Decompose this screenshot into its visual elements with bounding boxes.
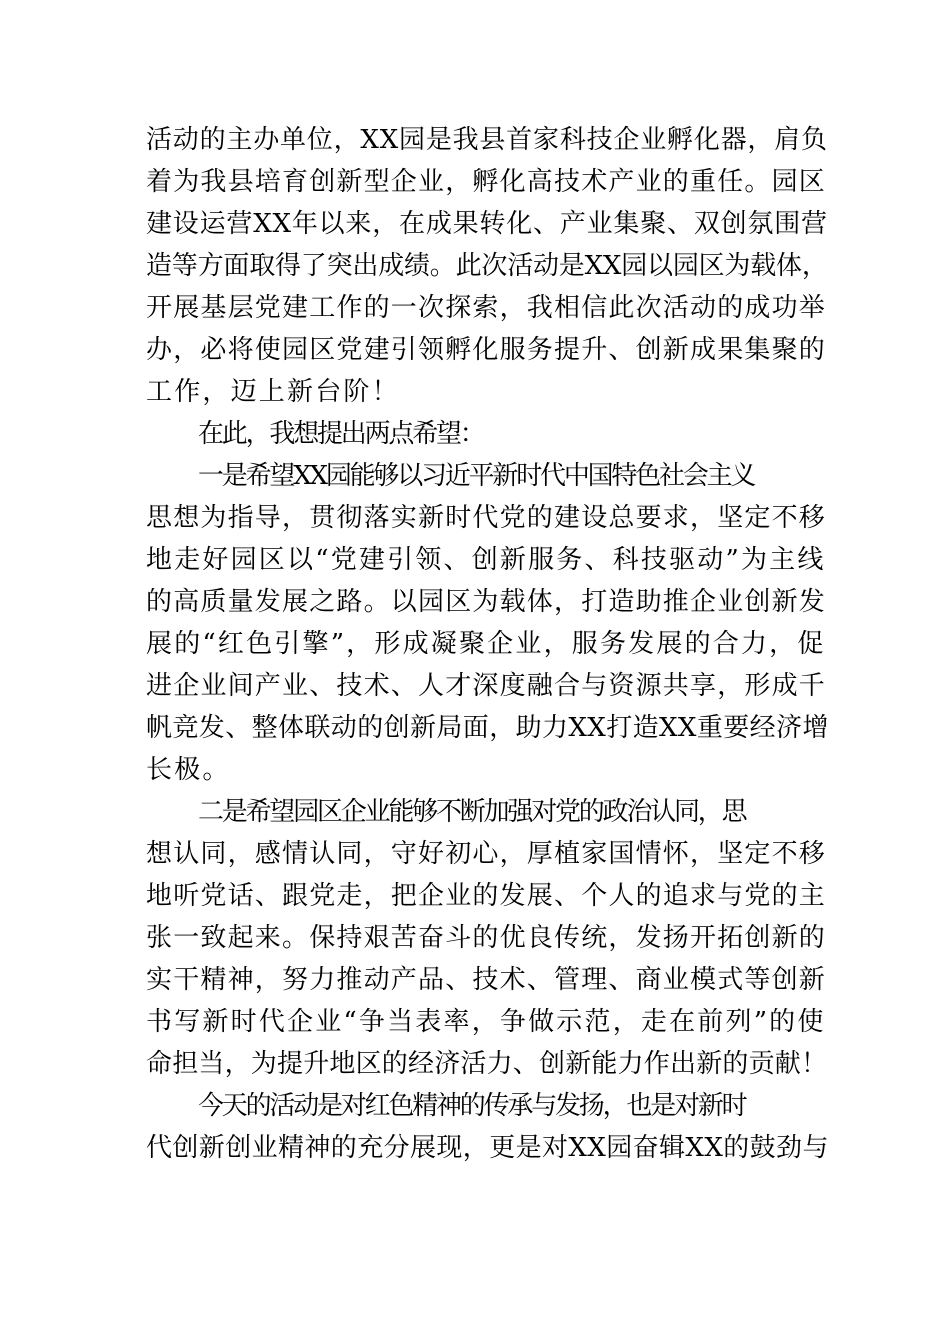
text-line: 进企业间产业、技术、人才深度融合与资源共享，形成千 [146, 671, 827, 701]
text-line: 书写新时代企业“争当表率，争做示范，走在前列”的使 [146, 1007, 826, 1037]
text-line: 帆竞发、整体联动的创新局面，助力XX打造XX重要经济增 [146, 713, 829, 743]
text-line: 活动的主办单位，XX园是我县首家科技企业孵化器，肩负 [146, 125, 828, 155]
text-line: 张一致起来。保持艰苦奋斗的优良传统，发扬开拓创新的 [146, 923, 827, 953]
text-line: 代创新创业精神的充分展现，更是对XX园奋辑XX的鼓劲与 [146, 1133, 829, 1163]
text-line: 展的“红色引擎”，形成凝聚企业，服务发展的合力，促 [146, 629, 826, 659]
text-line: 一是希望XX园能够以习近平新时代中国特色社会主义 [198, 461, 755, 491]
text-line: 地听党话、跟党走，把企业的发展、个人的追求与党的主 [146, 881, 827, 911]
text-line: 着为我县培育创新型企业，孵化高技术产业的重任。园区 [146, 167, 827, 197]
text-line: 办，必将使园区党建引领孵化服务提升、创新成果集聚的 [146, 335, 827, 365]
text-line: 思想为指导，贯彻落实新时代党的建设总要求，坚定不移 [146, 503, 827, 533]
text-line: 的高质量发展之路。以园区为载体，打造助推企业创新发 [146, 587, 827, 617]
text-line: 在此，我想提出两点希望： [198, 419, 484, 449]
text-line: 二是希望园区企业能够不断加强对党的政治认同，思 [198, 797, 746, 827]
text-line: 开展基层党建工作的一次探索，我相信此次活动的成功举 [146, 293, 827, 323]
text-line: 命担当，为提升地区的经济活力、创新能力作出新的贡献！ [146, 1049, 828, 1079]
text-line: 工作，迈上新台阶！ [146, 377, 400, 407]
text-line: 建设运营XX年以来，在成果转化、产业集聚、双创氛围营 [146, 209, 828, 239]
text-line: 实干精神，努力推动产品、技术、管理、商业模式等创新 [146, 965, 827, 995]
text-line: 长极。 [146, 755, 231, 785]
text-line: 今天的活动是对红色精神的传承与发扬，也是对新时 [198, 1091, 746, 1121]
text-line: 想认同，感情认同，守好初心，厚植家国情怀，坚定不移 [146, 839, 827, 869]
text-line: 造等方面取得了突出成绩。此次活动是XX园以园区为载体， [146, 251, 828, 281]
text-line: 地走好园区以“党建引领、创新服务、科技驱动”为主线 [146, 545, 826, 575]
